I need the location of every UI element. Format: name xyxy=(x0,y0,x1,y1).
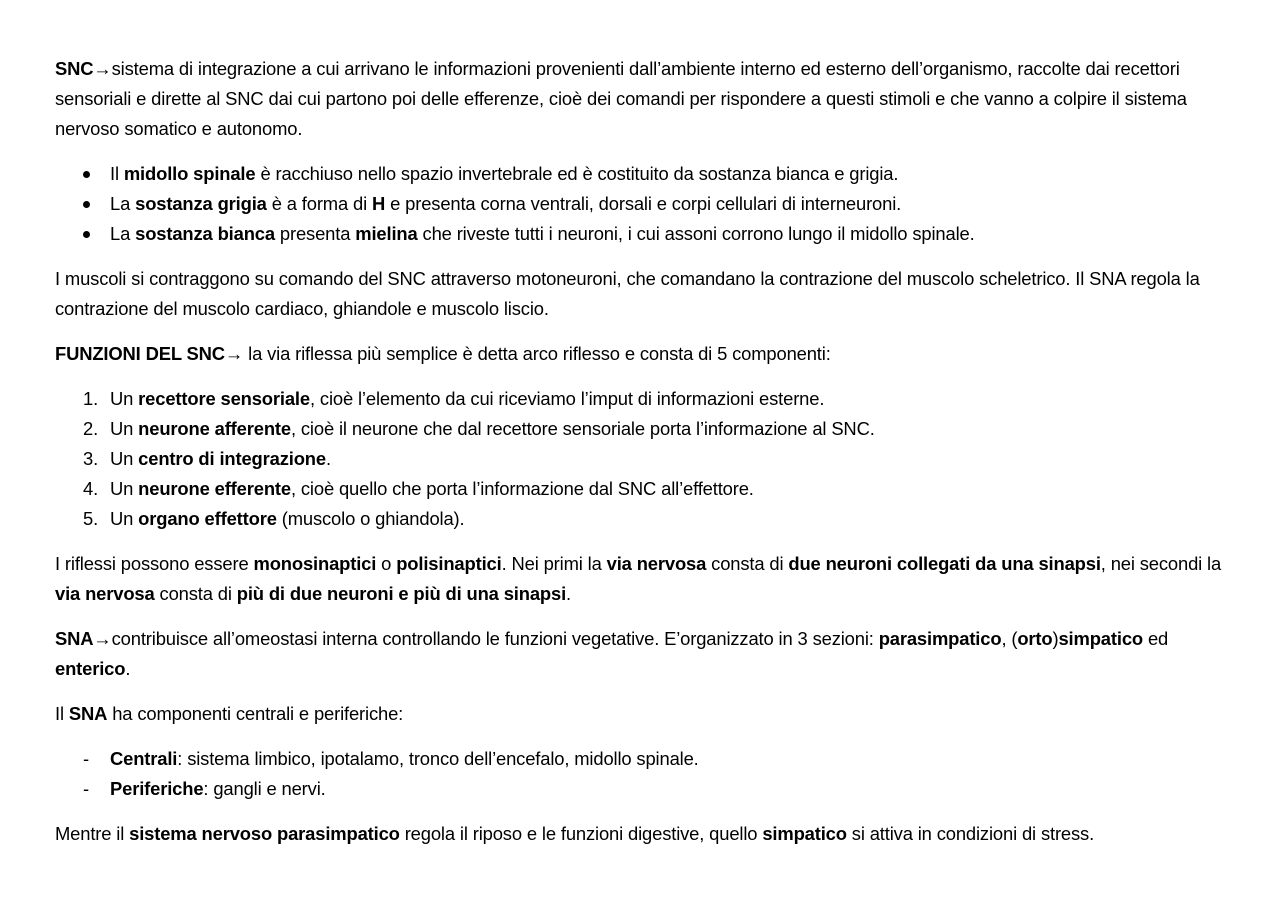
list-item xyxy=(55,414,1230,444)
numbered-list-reflex-arc xyxy=(55,384,1230,534)
text-run: Un xyxy=(110,388,139,409)
text-run: e presenta corna ventrali, dorsali e corpi cellulari di interneuroni. xyxy=(385,193,902,214)
bold-term: mielina xyxy=(355,223,418,244)
bold-term: parasimpatico xyxy=(878,628,1002,649)
paragraph-text: la via riflessa più semplice è detta arco riflesso e consta di 5 componenti: xyxy=(243,343,831,364)
text-run: Mentre il xyxy=(55,823,130,844)
bold-term: Periferiche xyxy=(110,778,204,799)
text-run: è a forma di xyxy=(266,193,372,214)
text-run: ) xyxy=(1052,628,1059,649)
bold-term: centro di integrazione xyxy=(138,448,326,469)
paragraph-muscles: I muscoli si contraggono su comando del SNC attraverso motoneuroni, che comandano la contrazione del muscolo scheletrico. Il SNA regola la contrazione del muscolo cardiaco, ghiandole e muscolo liscio. xyxy=(55,268,1200,319)
bold-term: Centrali xyxy=(110,748,178,769)
paragraph-snc-functions xyxy=(55,339,1230,369)
list-number: 1. xyxy=(83,388,99,409)
text-run: ed xyxy=(1142,628,1169,649)
text-run: presenta xyxy=(274,223,356,244)
text-run: consta di xyxy=(706,553,789,574)
list-item xyxy=(55,189,1230,219)
text-run: (muscolo o ghiandola). xyxy=(276,508,465,529)
text-run: . xyxy=(325,448,331,469)
list-item xyxy=(55,159,1230,189)
text-run: ha componenti centrali e periferiche: xyxy=(107,703,404,724)
paragraph-parasympathetic xyxy=(55,819,1230,849)
text-run: Un xyxy=(110,478,139,499)
text-run: , nei secondi la xyxy=(1100,553,1222,574)
term-sna: SNA xyxy=(55,628,94,649)
text-run: : gangli e nervi. xyxy=(203,778,326,799)
arrow-icon: → xyxy=(224,343,244,364)
text-run: . Nei primi la xyxy=(501,553,607,574)
dash-list-sna-components xyxy=(55,744,1230,804)
list-item xyxy=(55,504,1230,534)
bold-term: neurone afferente xyxy=(138,418,291,439)
document-body xyxy=(55,54,1230,864)
text-run: Un xyxy=(110,448,139,469)
bold-term: polisinaptici xyxy=(396,553,502,574)
bold-term: due neuroni collegati da una sinapsi xyxy=(788,553,1101,574)
paragraph-sna-definition xyxy=(55,624,1230,684)
bold-term: più di due neuroni e più di una sinapsi xyxy=(236,583,567,604)
list-number: 2. xyxy=(83,418,99,439)
paragraph-snc-definition xyxy=(55,54,1230,144)
text-run: . xyxy=(125,658,131,679)
bullet-list-spinal-cord xyxy=(55,159,1230,249)
list-item xyxy=(55,384,1230,414)
list-number: 5. xyxy=(83,508,99,529)
bold-term: simpatico xyxy=(762,823,847,844)
text-run: , cioè l’elemento da cui riceviamo l’imput di informazioni esterne. xyxy=(309,388,825,409)
text-run: regola il riposo e le funzioni digestive, quello xyxy=(399,823,763,844)
dash-marker: - xyxy=(83,778,89,799)
text-run: , ( xyxy=(1001,628,1018,649)
list-item xyxy=(55,444,1230,474)
text-run: contribuisce all’omeostasi interna controllando le funzioni vegetative. E’organizzato in 3 sezioni: xyxy=(111,628,879,649)
paragraph-sna-components xyxy=(55,699,1230,729)
list-item xyxy=(55,219,1230,249)
list-number: 4. xyxy=(83,478,99,499)
text-run: , cioè il neurone che dal recettore sensoriale porta l’informazione al SNC. xyxy=(290,418,875,439)
bold-term: H xyxy=(372,193,386,214)
text-run: , cioè quello che porta l’informazione dal SNC all’effettore. xyxy=(290,478,754,499)
list-item xyxy=(55,744,1230,774)
bold-term: simpatico xyxy=(1058,628,1143,649)
text-run: Il xyxy=(110,163,124,184)
bold-term: via nervosa xyxy=(55,583,155,604)
list-number: 3. xyxy=(83,448,99,469)
text-run: Un xyxy=(110,418,139,439)
dash-marker: - xyxy=(83,748,89,769)
term-snc: SNC xyxy=(55,58,94,79)
paragraph-text: sistema di integrazione a cui arrivano le informazioni provenienti dall’ambiente interno ed esterno dell’organismo, raccolte dai recettori sensoriali e dirette al SNC dai cui partono poi delle efferenze, cioè dei comandi per rispondere a questi stimoli e che vanno a colpire il sistema nervoso somatico e autonomo. xyxy=(55,58,1187,139)
text-run: La xyxy=(110,223,136,244)
bold-term: recettore sensoriale xyxy=(138,388,310,409)
list-item xyxy=(55,474,1230,504)
bold-term: sostanza grigia xyxy=(135,193,267,214)
bold-term: orto xyxy=(1017,628,1053,649)
text-run: Un xyxy=(110,508,139,529)
text-run: : sistema limbico, ipotalamo, tronco dell’encefalo, midollo spinale. xyxy=(177,748,699,769)
text-run: o xyxy=(376,553,397,574)
bold-term: sistema nervoso parasimpatico xyxy=(129,823,400,844)
text-run: La xyxy=(110,193,136,214)
bold-term: midollo spinale xyxy=(123,163,256,184)
bold-term: neurone efferente xyxy=(138,478,291,499)
bold-term: via nervosa xyxy=(606,553,707,574)
text-run: I riflessi possono essere xyxy=(55,553,254,574)
bold-term: enterico xyxy=(55,658,126,679)
text-run: è racchiuso nello spazio invertebrale ed è costituito da sostanza bianca e grigia. xyxy=(255,163,899,184)
arrow-icon: → xyxy=(93,628,112,649)
text-run: consta di xyxy=(154,583,237,604)
text-run: che riveste tutti i neuroni, i cui assoni corrono lungo il midollo spinale. xyxy=(417,223,975,244)
bold-term: sostanza bianca xyxy=(135,223,275,244)
paragraph-reflexes xyxy=(55,549,1230,609)
bold-term: SNA xyxy=(68,703,108,724)
heading-snc-functions: FUNZIONI DEL SNC xyxy=(55,343,225,364)
bold-term: monosinaptici xyxy=(253,553,377,574)
arrow-icon: → xyxy=(93,58,112,79)
text-run: si attiva in condizioni di stress. xyxy=(846,823,1095,844)
text-run: . xyxy=(566,583,572,604)
list-item xyxy=(55,774,1230,804)
text-run: Il xyxy=(55,703,69,724)
bold-term: organo effettore xyxy=(138,508,277,529)
